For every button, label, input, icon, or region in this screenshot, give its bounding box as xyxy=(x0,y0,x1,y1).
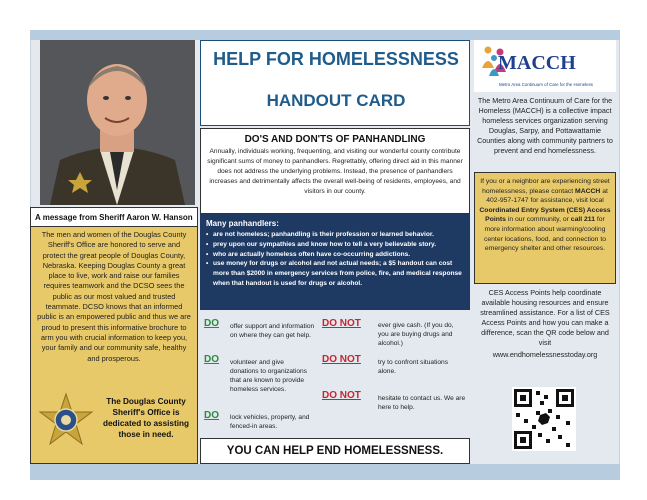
qr-code-icon[interactable] xyxy=(512,387,576,451)
macch-logo-text: MACCH xyxy=(498,52,576,74)
dont-label: DO NOT xyxy=(322,318,361,329)
help-text: in our community, or xyxy=(507,216,569,224)
do-label: DO xyxy=(204,354,219,365)
help-bold: MACCH xyxy=(575,187,601,195)
help-text: at 402-957-1747 for assistance, visit local xyxy=(486,187,608,205)
dont-label: DO NOT xyxy=(322,354,361,365)
do-dont-section xyxy=(200,312,470,436)
do-label: DO xyxy=(204,410,219,421)
help-text: If you or a neighbor are experiencing street homelessness, please contact xyxy=(480,178,610,195)
macch-logo-sub: Metro Area Continuum of Care for the Homeless xyxy=(499,82,593,87)
list-item: • use money for drugs or alcohol and not actual needs; a $5 handout can cost more than $2000 in emergency services from police, fire, and medical response when that handout is used for drugs or alcohol. xyxy=(206,259,464,288)
many-panhandlers-box xyxy=(200,214,470,310)
bottom-band xyxy=(30,464,620,480)
title-line-2: HANDOUT CARD xyxy=(266,91,406,110)
help-bold: call 211 xyxy=(570,216,595,224)
panhandling-box xyxy=(200,128,470,214)
sheriff-caption: A message from Sheriff Aaron W. Hanson xyxy=(30,207,198,227)
macch-help-panel xyxy=(474,172,616,284)
help-bold: Coordinated Entry System (CES) Access Points xyxy=(479,206,611,224)
ces-info xyxy=(474,286,616,382)
do-label: DO xyxy=(204,318,219,329)
dont-item: hesitate to contact us. We are here to help. xyxy=(378,395,466,411)
dont-label: DO NOT xyxy=(322,390,361,401)
sheriff-photo xyxy=(40,40,195,205)
slogan-box: YOU CAN HELP END HOMELESSNESS. xyxy=(200,438,470,464)
list-item: • prey upon our sympathies and know how to tell a very believable story. xyxy=(206,240,464,250)
list-item: • who are actually homeless often have co-occurring addictions. xyxy=(206,250,464,260)
do-item: offer support and information on where they can get help. xyxy=(230,323,315,339)
sheriff-message: The men and women of the Douglas County Sheriff's Office are honored to serve and protect the great people of Douglas County, Nebraska. Keeping Douglas County a great place to live, work and raise our families requires teamwork and the DCSO sees the public as our most valued and trusted teammate. DCSO knows that an informed public is an empowered public and thus we are proud to present this informative brochure to arm you with crucial information to keep you, your family and our community safe, healthy and prosperous. xyxy=(37,230,191,363)
macch-url[interactable]: www.endhomelessnesstoday.org xyxy=(492,350,598,359)
dont-item: try to confront situations alone. xyxy=(378,359,449,375)
title-line-1: HELP FOR HOMELESSNESS xyxy=(213,49,459,69)
list-item: • are not homeless; panhandling is their profession or learned behavior. xyxy=(206,230,464,240)
dcso-dedication: The Douglas County Sheriff's Office is dedicated to assisting those in need. xyxy=(103,397,189,439)
many-list xyxy=(200,230,470,289)
do-item: lock vehicles, property, and fenced-in areas. xyxy=(230,414,310,430)
ces-text: CES Access Points help coordinate available housing resources and ensure streamlined assistance. For a list of CES Access Points and how you can make a difference, scan the QR code below and visit xyxy=(480,288,610,347)
dont-item: ever give cash. (If you do, you are buying drugs and alcohol.) xyxy=(378,322,454,347)
macch-description: The Metro Area Continuum of Care for the Homeless (MACCH) is a collective impact homeless services organization serving Douglas, Sarpy, and Pottawattamie Counties along with community partners to prevent and end homelessness. xyxy=(474,92,616,172)
panhandling-text: Annually, individuals working, frequenting, and visiting our wonderful county contribute significant sums of money to panhandlers. Regrettably, offering direct aid in this manner does not address the underlying problems. Instead, the presence of panhandlers increases and detrimentally affects the overall well-being of residents, employees, and visitors in our county. xyxy=(207,148,463,195)
panhandling-title: DO'S AND DON'TS OF PANHANDLING xyxy=(244,134,426,145)
sheriff-badge-icon xyxy=(36,392,96,452)
top-band xyxy=(30,30,620,40)
do-item: volunteer and give donations to organizations that are known to provide homeless services. xyxy=(230,359,307,393)
title-box xyxy=(200,40,470,126)
help-text: for more information about warming/cooling center locations, food, and connection to emergency shelter and other resources. xyxy=(483,216,607,253)
many-title: Many panhandlers: xyxy=(206,219,279,228)
